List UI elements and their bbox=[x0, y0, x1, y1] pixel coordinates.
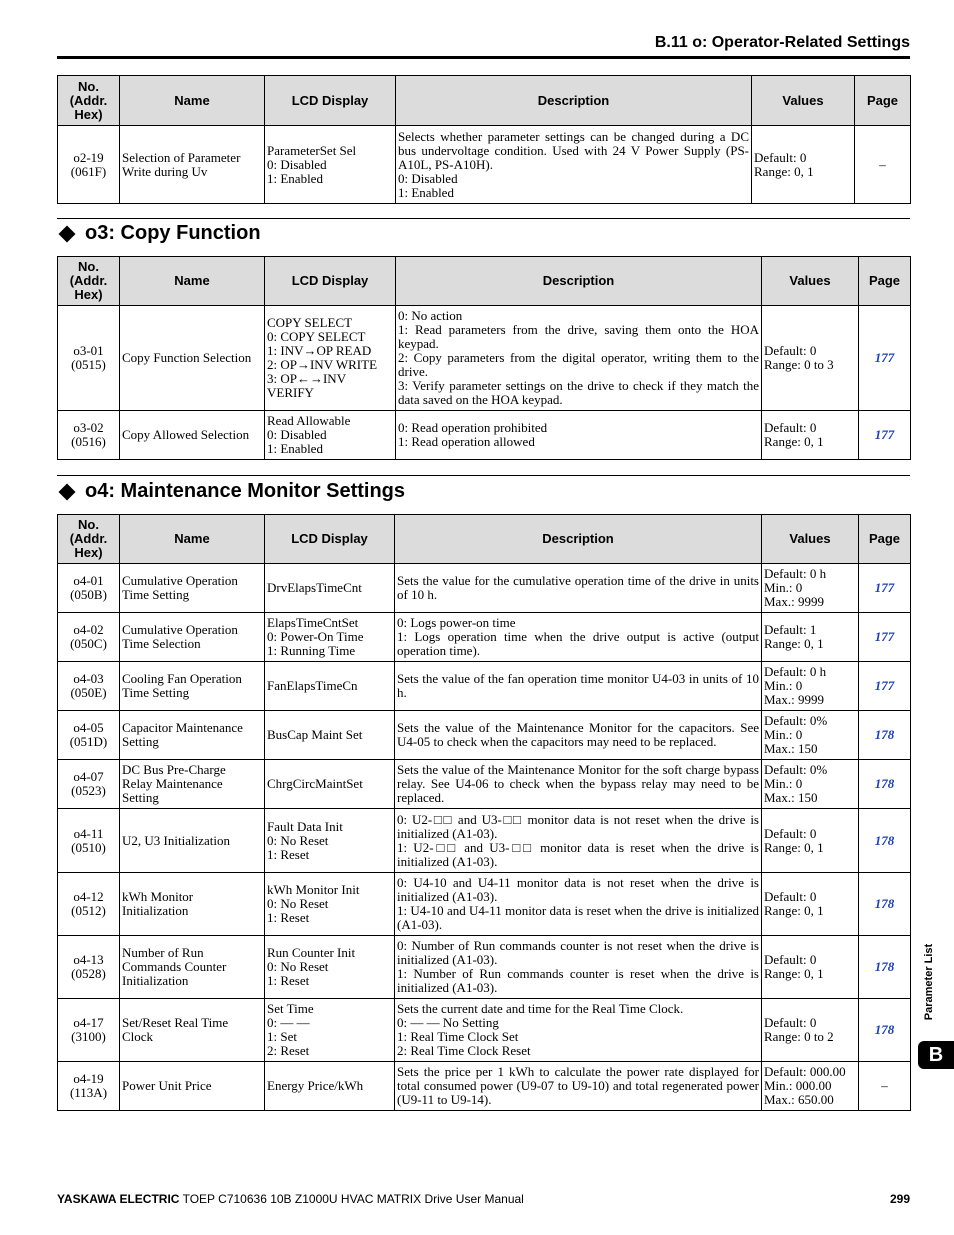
description-line: 1: Logs operation time when the drive output is active (output operation time). bbox=[397, 629, 759, 658]
page-link[interactable]: 177 bbox=[874, 629, 895, 644]
lcd-display bbox=[265, 411, 396, 460]
page-ref bbox=[859, 411, 911, 460]
param-name-line: Selection of Parameter bbox=[122, 149, 241, 165]
page-link[interactable]: 178 bbox=[874, 1022, 895, 1037]
lcd-display-line: DrvElapsTimeCnt bbox=[267, 580, 362, 595]
values bbox=[762, 613, 859, 662]
param-name-line: U2, U3 Initialization bbox=[122, 832, 230, 848]
page-header bbox=[57, 32, 910, 59]
col-lcd-header: LCD Display bbox=[265, 515, 395, 564]
param-name-line: Set/Reset Real Time bbox=[122, 1015, 229, 1030]
values-line: Range: 0, 1 bbox=[754, 163, 814, 179]
page-ref bbox=[855, 126, 911, 204]
param-name-line: Clock bbox=[122, 1029, 154, 1044]
param-number bbox=[58, 711, 120, 760]
param-name-line: DC Bus Pre-Charge bbox=[122, 762, 226, 777]
values-line: Default: 0 h bbox=[764, 664, 827, 679]
values bbox=[762, 999, 859, 1062]
param-name-line: Cumulative Operation bbox=[122, 622, 238, 637]
description bbox=[395, 873, 762, 936]
appendix-tab-marker: B bbox=[918, 1041, 954, 1069]
param-number-line: (050B) bbox=[70, 587, 107, 602]
param-number-line: o4-02 bbox=[73, 622, 104, 637]
page-ref bbox=[859, 936, 911, 999]
page-link[interactable]: 177 bbox=[874, 350, 895, 365]
table-row bbox=[58, 873, 911, 936]
description-line: 1: Number of Run commands counter is reset when the drive is initialized (A1-03). bbox=[397, 966, 759, 995]
page-link[interactable]: 178 bbox=[874, 832, 895, 848]
col-lcd-header: LCD Display bbox=[265, 76, 396, 126]
values-line: Default: 0 bbox=[764, 952, 817, 967]
description-line: 1: Enabled bbox=[398, 184, 454, 200]
page-ref bbox=[859, 564, 911, 613]
param-name bbox=[120, 1062, 265, 1111]
values bbox=[762, 711, 859, 760]
page-dash: – bbox=[881, 1078, 888, 1093]
param-name-line: Commands Counter bbox=[122, 959, 227, 974]
description-line: Sets the value for the cumulative operation time of the drive in units of 10 h. bbox=[397, 573, 759, 602]
param-number-line: o4-17 bbox=[73, 1015, 104, 1030]
lcd-display-line: kWh Monitor Init bbox=[267, 882, 360, 897]
values-line: Range: 0, 1 bbox=[764, 966, 824, 981]
lcd-display-line: BusCap Maint Set bbox=[267, 727, 363, 742]
values-line: Max.: 150 bbox=[764, 790, 818, 805]
table-row bbox=[58, 662, 911, 711]
table-row bbox=[58, 809, 911, 873]
description-line: Sets the current date and time for the Real Time Clock. bbox=[397, 1001, 684, 1016]
values-line: Min.: 0 bbox=[764, 678, 803, 693]
values-line: Default: 0 bbox=[764, 343, 817, 358]
values-line: Default: 0 bbox=[764, 889, 817, 904]
param-name-line: Setting bbox=[122, 790, 159, 805]
description-line: Sets the value of the Maintenance Monitor for the capacitors. See U4-05 to check when the capacitors may need to be replaced. bbox=[397, 720, 759, 749]
param-name-line: Time Setting bbox=[122, 685, 190, 700]
values-line: Default: 0% bbox=[764, 762, 828, 777]
values-line: Max.: 650.00 bbox=[764, 1092, 834, 1107]
values-line: Default: 000.00 bbox=[764, 1064, 846, 1079]
lcd-display-line: ChrgCircMaintSet bbox=[267, 776, 363, 791]
lcd-display-line: 1: Reset bbox=[267, 973, 310, 988]
page-number: 299 bbox=[889, 1192, 910, 1206]
section-title: o3: Copy Function bbox=[85, 222, 261, 244]
footer-brand: YASKAWA ELECTRIC bbox=[57, 1192, 180, 1206]
parameter-table-o3 bbox=[57, 256, 911, 460]
values-line: Default: 0 bbox=[754, 149, 807, 165]
param-name bbox=[120, 613, 265, 662]
param-number-line: o3-02 bbox=[73, 420, 104, 435]
description bbox=[395, 936, 762, 999]
col-values-header: Values bbox=[762, 515, 859, 564]
param-number-line: (051D) bbox=[69, 734, 108, 749]
description-line: 0: Disabled bbox=[398, 170, 458, 186]
param-name bbox=[120, 662, 265, 711]
param-number bbox=[58, 306, 120, 411]
lcd-display-line: 0: No Reset bbox=[267, 832, 329, 848]
description-line: Sets the value of the Maintenance Monitor for the soft charge bypass relay. See U4-06 to check when the bypass relay may need to be replaced. bbox=[397, 762, 759, 805]
page-link[interactable]: 177 bbox=[874, 678, 895, 693]
lcd-display bbox=[265, 306, 396, 411]
page-link[interactable]: 178 bbox=[874, 896, 895, 911]
description bbox=[396, 411, 762, 460]
param-number-line: o4-19 bbox=[73, 1071, 104, 1086]
param-name bbox=[120, 999, 265, 1062]
values-line: Min.: 0 bbox=[764, 580, 803, 595]
param-number bbox=[58, 760, 120, 809]
lcd-display-line: 0: Disabled bbox=[267, 427, 327, 442]
table-row bbox=[58, 999, 911, 1062]
col-values-header: Values bbox=[752, 76, 855, 126]
description-line: 3: Verify parameter settings on the drive to check if they match the data saved on the HOA keypad. bbox=[398, 378, 759, 407]
header-line: No. bbox=[78, 259, 99, 274]
lcd-display bbox=[265, 1062, 395, 1111]
header-line: Hex) bbox=[74, 545, 103, 560]
header-line: Hex) bbox=[74, 287, 103, 302]
description bbox=[395, 613, 762, 662]
table-row bbox=[58, 306, 911, 411]
param-name-line: Cumulative Operation bbox=[122, 573, 238, 588]
lcd-display-line: 3: OP←→INV bbox=[267, 371, 347, 386]
param-name bbox=[120, 760, 265, 809]
values bbox=[762, 662, 859, 711]
lcd-display-line: FanElapsTimeCn bbox=[267, 678, 358, 693]
values-line: Max.: 9999 bbox=[764, 594, 824, 609]
page-ref bbox=[859, 760, 911, 809]
description bbox=[395, 1062, 762, 1111]
lcd-display bbox=[265, 760, 395, 809]
param-name-line: Relay Maintenance bbox=[122, 776, 223, 791]
param-number bbox=[58, 809, 120, 873]
header-line: Hex) bbox=[74, 106, 103, 122]
lcd-display-line: 1: Set bbox=[267, 1029, 297, 1044]
description bbox=[395, 662, 762, 711]
lcd-display bbox=[265, 613, 395, 662]
param-number-line: (061F) bbox=[70, 163, 107, 179]
param-number-line: o2-19 bbox=[73, 149, 104, 165]
section-title: o4: Maintenance Monitor Settings bbox=[85, 480, 406, 502]
col-lcd-header: LCD Display bbox=[265, 257, 396, 306]
lcd-display-line: Read Allowable bbox=[267, 413, 351, 428]
values-line: Default: 0 bbox=[764, 1015, 817, 1030]
lcd-display bbox=[265, 936, 395, 999]
param-name-line: Initialization bbox=[122, 973, 189, 988]
param-number-line: (050E) bbox=[70, 685, 107, 700]
param-number-line: (3100) bbox=[71, 1029, 106, 1044]
col-values-header: Values bbox=[762, 257, 859, 306]
values-line: Default: 0% bbox=[764, 713, 828, 728]
table-row bbox=[58, 711, 911, 760]
values bbox=[752, 126, 855, 204]
header-line: No. bbox=[78, 517, 99, 532]
values bbox=[762, 564, 859, 613]
values-line: Min.: 0 bbox=[764, 727, 803, 742]
lcd-display-line: 0: Power-On Time bbox=[267, 629, 364, 644]
param-name-line: Copy Function Selection bbox=[122, 350, 252, 365]
param-name-line: Time Selection bbox=[122, 636, 201, 651]
param-name-line: Time Setting bbox=[122, 587, 190, 602]
page-ref bbox=[859, 1062, 911, 1111]
values-line: Range: 0, 1 bbox=[764, 434, 824, 449]
table-row bbox=[58, 1062, 911, 1111]
param-number-line: o4-13 bbox=[73, 952, 104, 967]
param-number-line: (0528) bbox=[71, 966, 106, 981]
param-number bbox=[58, 564, 120, 613]
values-line: Min.: 000.00 bbox=[764, 1078, 832, 1093]
param-number-line: o3-01 bbox=[73, 343, 104, 358]
lcd-display-line: COPY SELECT bbox=[267, 315, 353, 330]
lcd-display-line: 1: Reset bbox=[267, 846, 310, 862]
description-line: Sets the value of the fan operation time monitor U4-03 in units of 10 h. bbox=[397, 671, 759, 700]
values-line: Range: 0 to 3 bbox=[764, 357, 834, 372]
col-desc-header: Description bbox=[396, 76, 752, 126]
description-line: 2: Copy parameters from the digital operator, writing them to the drive. bbox=[398, 350, 759, 379]
description-line: 0: U2-□□ and U3-□□ monitor data is not reset when the drive is initialized (A1-03). bbox=[397, 811, 759, 841]
page-footer bbox=[57, 1192, 910, 1210]
parameter-table-o4 bbox=[57, 514, 911, 1111]
side-tab-label bbox=[922, 942, 936, 1024]
lcd-display bbox=[265, 711, 395, 760]
values bbox=[762, 873, 859, 936]
values-line: Range: 0, 1 bbox=[764, 903, 824, 918]
footer-doc-title: TOEP C710636 10B Z1000U HVAC MATRIX Drive User Manual bbox=[179, 1192, 524, 1206]
table-row bbox=[58, 564, 911, 613]
param-name-line: kWh Monitor bbox=[122, 889, 194, 904]
param-number-line: o4-12 bbox=[73, 889, 104, 904]
description-line: 2: Real Time Clock Reset bbox=[397, 1043, 531, 1058]
param-name-line: Cooling Fan Operation bbox=[122, 671, 242, 686]
diamond-bullet-icon bbox=[59, 483, 76, 500]
page-ref bbox=[859, 999, 911, 1062]
param-number-line: (0512) bbox=[71, 903, 106, 918]
lcd-display-line: Energy Price/kWh bbox=[267, 1078, 364, 1093]
col-name-header: Name bbox=[120, 257, 265, 306]
description-line: 0: U4-10 and U4-11 monitor data is not reset when the drive is initialized (A1-03). bbox=[397, 875, 759, 904]
lcd-display bbox=[265, 662, 395, 711]
header-line: (Addr. bbox=[69, 92, 108, 108]
page-ref bbox=[859, 873, 911, 936]
param-number bbox=[58, 936, 120, 999]
lcd-display-line: 1: Reset bbox=[267, 910, 310, 925]
lcd-display-line: ElapsTimeCntSet bbox=[267, 615, 359, 630]
description-line: 0: Number of Run commands counter is not reset when the drive is initialized (A1-03). bbox=[397, 938, 759, 967]
table-row bbox=[58, 411, 911, 460]
values-line: Max.: 9999 bbox=[764, 692, 824, 707]
description bbox=[395, 760, 762, 809]
col-name-header: Name bbox=[120, 515, 265, 564]
lcd-display-line: 1: Running Time bbox=[267, 643, 356, 658]
section-divider bbox=[57, 218, 910, 219]
col-name-header: Name bbox=[120, 76, 265, 126]
page-link[interactable]: 178 bbox=[874, 776, 895, 791]
page-ref bbox=[859, 711, 911, 760]
lcd-display-line: 0: No Reset bbox=[267, 896, 329, 911]
lcd-display-line: 2: Reset bbox=[267, 1043, 310, 1058]
param-name-line: Power Unit Price bbox=[122, 1078, 212, 1093]
param-number-line: (0516) bbox=[71, 434, 106, 449]
lcd-display-line: 0: Disabled bbox=[267, 156, 327, 172]
lcd-display-line: 1: INV→OP READ bbox=[267, 343, 372, 358]
table-row bbox=[58, 936, 911, 999]
lcd-display-line: 1: Enabled bbox=[267, 441, 323, 456]
param-number bbox=[58, 411, 120, 460]
section-heading-o4 bbox=[57, 480, 405, 503]
lcd-display-line: VERIFY bbox=[267, 385, 314, 400]
param-number-line: o4-07 bbox=[73, 769, 104, 784]
param-number bbox=[58, 613, 120, 662]
section-heading-o3 bbox=[57, 222, 261, 245]
param-number-line: (0515) bbox=[71, 357, 106, 372]
values-line: Default: 0 bbox=[764, 420, 817, 435]
values bbox=[762, 936, 859, 999]
param-name-line: Number of Run bbox=[122, 945, 204, 960]
values-line: Range: 0, 1 bbox=[764, 636, 824, 651]
lcd-display bbox=[265, 873, 395, 936]
lcd-display-line: 0: COPY SELECT bbox=[267, 329, 366, 344]
values bbox=[762, 760, 859, 809]
description-line: 0: Read operation prohibited bbox=[398, 420, 548, 435]
description-line: 1: U2-□□ and U3-□□ monitor data is reset when the drive is initialized (A1-03). bbox=[397, 839, 759, 869]
description-line: 1: U4-10 and U4-11 monitor data is reset when the drive is initialized (A1-03). bbox=[397, 903, 759, 932]
description-line: 0: Logs power-on time bbox=[397, 615, 516, 630]
page-link[interactable]: 178 bbox=[874, 959, 895, 974]
description-line: Sets the price per 1 kWh to calculate the power rate displayed for total consumed power (U9-07 to U9-10) and total regenerated power (U9-11 to U9-14). bbox=[397, 1064, 759, 1107]
param-name bbox=[120, 936, 265, 999]
param-number bbox=[58, 1062, 120, 1111]
lcd-display bbox=[265, 126, 396, 204]
header-line: (Addr. bbox=[69, 273, 108, 288]
values-line: Max.: 150 bbox=[764, 741, 818, 756]
table-row bbox=[58, 760, 911, 809]
table-row bbox=[58, 126, 911, 204]
description bbox=[395, 564, 762, 613]
page-ref bbox=[859, 306, 911, 411]
description bbox=[395, 809, 762, 873]
param-number-line: o4-11 bbox=[73, 825, 104, 841]
page-ref bbox=[859, 662, 911, 711]
param-number-line: o4-01 bbox=[73, 573, 104, 588]
lcd-display-line: 0: — — bbox=[267, 1015, 310, 1030]
description bbox=[395, 711, 762, 760]
lcd-display-line: 1: Enabled bbox=[267, 170, 323, 186]
header-line: (Addr. bbox=[69, 531, 108, 546]
section-header-title: B.11 o: Operator-Related Settings bbox=[654, 34, 910, 51]
page-ref bbox=[859, 613, 911, 662]
lcd-display-line: Set Time bbox=[267, 1001, 314, 1016]
description bbox=[395, 999, 762, 1062]
param-number-line: (113A) bbox=[69, 1085, 108, 1100]
header-line: No. bbox=[78, 78, 99, 94]
table-row bbox=[58, 613, 911, 662]
values bbox=[762, 411, 859, 460]
param-name bbox=[120, 126, 265, 204]
description bbox=[396, 306, 762, 411]
lcd-display-line: ParameterSet Sel bbox=[267, 142, 357, 158]
values-line: Default: 0 bbox=[764, 825, 817, 841]
param-name bbox=[120, 306, 265, 411]
lcd-display-line: 2: OP→INV WRITE bbox=[267, 357, 378, 372]
col-desc-header: Description bbox=[396, 257, 762, 306]
col-no-header bbox=[58, 76, 120, 126]
col-page-header: Page bbox=[859, 257, 911, 306]
col-no-header bbox=[58, 515, 120, 564]
description-line: 0: — — No Setting bbox=[397, 1015, 499, 1030]
values-line: Min.: 0 bbox=[764, 776, 803, 791]
values bbox=[762, 809, 859, 873]
description-line: 0: No action bbox=[398, 308, 463, 323]
lcd-display bbox=[265, 564, 395, 613]
param-number-line: (0523) bbox=[71, 783, 106, 798]
values-line: Range: 0, 1 bbox=[764, 839, 824, 855]
lcd-display-line: 0: No Reset bbox=[267, 959, 329, 974]
col-desc-header: Description bbox=[395, 515, 762, 564]
description-line: 1: Read parameters from the drive, saving them onto the HOA keypad. bbox=[398, 322, 759, 351]
param-name-line: Initialization bbox=[122, 903, 189, 918]
param-number-line: (0510) bbox=[71, 839, 106, 855]
description-line: Selects whether parameter settings can be changed during a DC bus undervoltage condition. Used with 24 V Power Supply (PS-A10L, PS-A10H). bbox=[398, 128, 749, 172]
param-name bbox=[120, 711, 265, 760]
description-line: 1: Real Time Clock Set bbox=[397, 1029, 519, 1044]
param-name bbox=[120, 411, 265, 460]
page-link[interactable]: 177 bbox=[874, 427, 895, 442]
param-name-line: Write during Uv bbox=[122, 163, 208, 179]
parameter-table-o2 bbox=[57, 75, 911, 204]
param-name-line: Setting bbox=[122, 734, 159, 749]
section-divider bbox=[57, 475, 910, 476]
col-no-header bbox=[58, 257, 120, 306]
page-ref bbox=[859, 809, 911, 873]
side-tab-text: Parameter List bbox=[923, 943, 935, 1021]
param-number bbox=[58, 873, 120, 936]
page-dash: – bbox=[879, 156, 886, 172]
values-line: Default: 1 bbox=[764, 622, 817, 637]
param-number-line: (050C) bbox=[70, 636, 107, 651]
values-line: Default: 0 h bbox=[764, 566, 827, 581]
description-line: 1: Read operation allowed bbox=[398, 434, 535, 449]
param-number bbox=[58, 999, 120, 1062]
param-number bbox=[58, 662, 120, 711]
param-name bbox=[120, 564, 265, 613]
param-number bbox=[58, 126, 120, 204]
values bbox=[762, 1062, 859, 1111]
param-number-line: o4-05 bbox=[73, 720, 104, 735]
lcd-display bbox=[265, 809, 395, 873]
col-page-header: Page bbox=[855, 76, 911, 126]
param-name bbox=[120, 873, 265, 936]
lcd-display-line: Fault Data Init bbox=[267, 818, 343, 834]
page-link[interactable]: 177 bbox=[874, 580, 895, 595]
diamond-bullet-icon bbox=[59, 225, 76, 242]
param-name bbox=[120, 809, 265, 873]
param-name-line: Capacitor Maintenance bbox=[122, 720, 243, 735]
param-number-line: o4-03 bbox=[73, 671, 104, 686]
param-name-line: Copy Allowed Selection bbox=[122, 427, 250, 442]
lcd-display-line: Run Counter Init bbox=[267, 945, 356, 960]
values-line: Range: 0 to 2 bbox=[764, 1029, 834, 1044]
lcd-display bbox=[265, 999, 395, 1062]
col-page-header: Page bbox=[859, 515, 911, 564]
values bbox=[762, 306, 859, 411]
page-link[interactable]: 178 bbox=[874, 727, 895, 742]
description bbox=[396, 126, 752, 204]
